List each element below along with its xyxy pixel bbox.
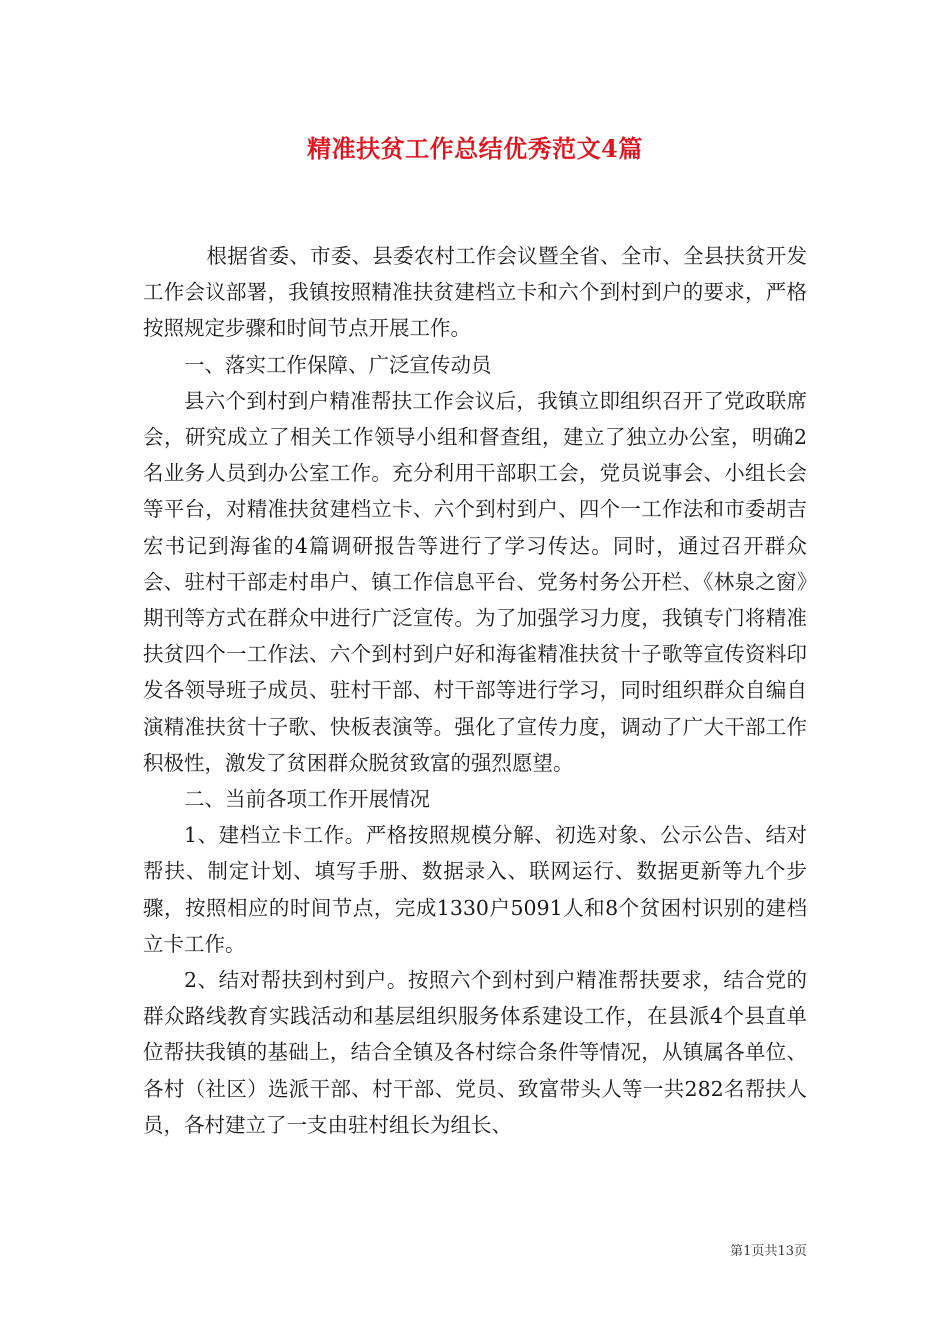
item-1-paragraph: 1、建档立卡工作。严格按照规模分解、初选对象、公示公告、结对帮扶、制定计划、填写手册、数据录入、联网运行、数据更新等九个步骤，按照相应的时间节点，完成1330户5091人和8个贫困村识别的建档立卡工作。 bbox=[143, 823, 807, 956]
document-body bbox=[143, 238, 807, 1143]
page-number: 第1页共13页 bbox=[730, 1244, 807, 1259]
intro-paragraph: 根据省委、市委、县委农村工作会议暨全省、全市、全县扶贫开发工作会议部署，我镇按照精准扶贫建档立卡和六个到村到户的要求，严格按照规定步骤和时间节点开展工作。 bbox=[143, 244, 807, 341]
item-2-paragraph: 2、结对帮扶到村到户。按照六个到村到户精准帮扶要求，结合党的群众路线教育实践活动和基层组织服务体系建设工作，在县派4个县直单位帮扶我镇的基础上，结合全镇及各村综合条件等情况，从镇属各单位、各村（社区）选派干部、村干部、党员、致富带头人等一共282名帮扶人员，各村建立了一支由驻村组长为组长、 bbox=[143, 968, 807, 1137]
section-1-paragraph: 县六个到村到户精准帮扶工作会议后，我镇立即组织召开了党政联席会，研究成立了相关工作领导小组和督查组，建立了独立办公室，明确2名业务人员到办公室工作。充分利用干部职工会，党员说事会、小组长会等平台，对精准扶贫建档立卡、六个到村到户、四个一工作法和市委胡吉宏书记到海雀的4篇调研报告等进行了学习传达。同时，通过召开群众会、驻村干部走村串户、镇工作信息平台、党务村务公开栏、《林泉之窗》期刊等方式在群众中进行广泛宣传。为了加强学习力度，我镇专门将精准扶贫四个一工作法、六个到村到户好和海雀精准扶贫十子歌等宣传资料印发各领导班子成员、驻村干部、村干部等进行学习，同时组织群众自编自演精准扶贫十子歌、快板表演等。强化了宣传力度，调动了广大干部工作积极性，激发了贫困群众脱贫致富的强烈愿望。 bbox=[143, 388, 807, 775]
section-heading-1: 一、落实工作保障、广泛宣传动员 bbox=[184, 352, 492, 377]
section-heading-2: 二、当前各项工作开展情况 bbox=[184, 787, 430, 812]
document-title: 精准扶贫工作总结优秀范文4篇 bbox=[307, 134, 643, 163]
